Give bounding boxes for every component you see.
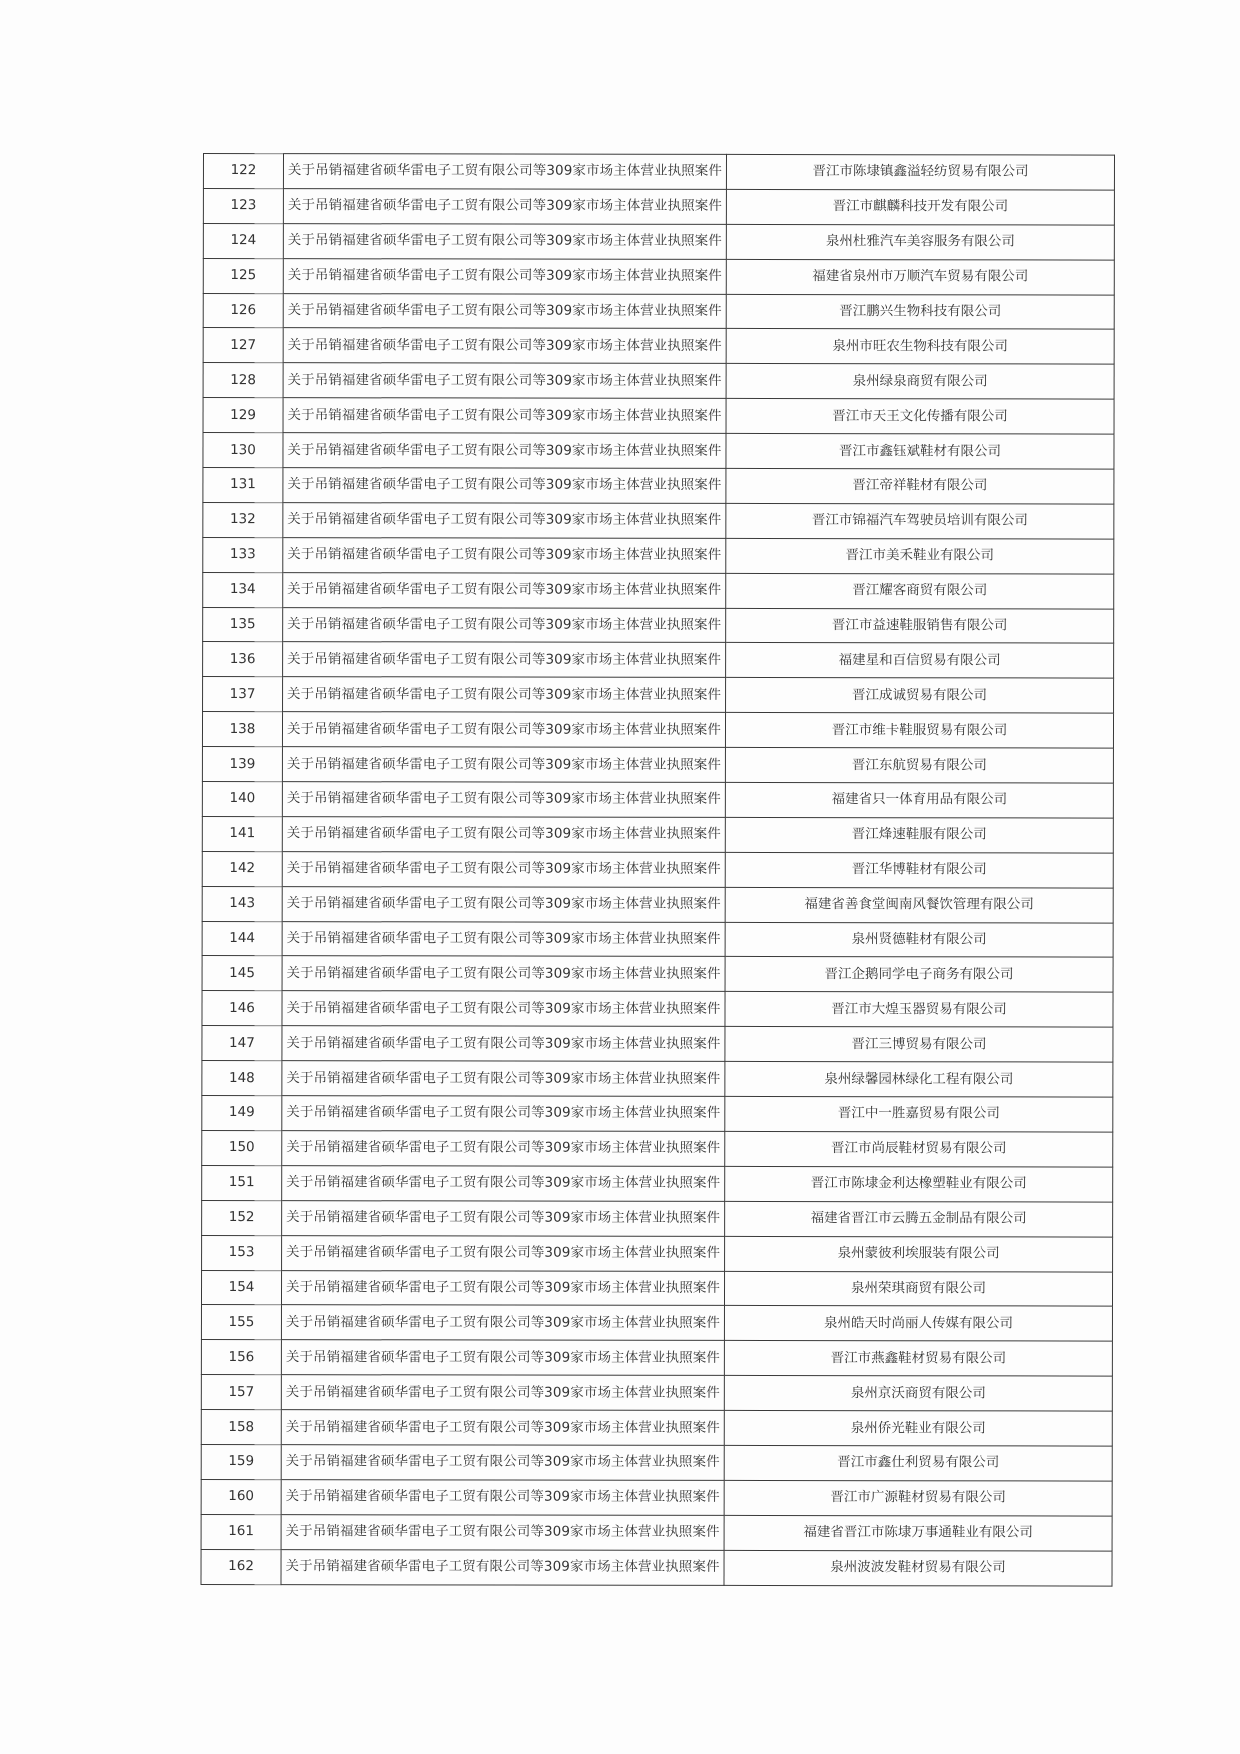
case-name-cell: 关于吊销福建省硕华雷电子工贸有限公司等309家市场主体营业执照案件 xyxy=(283,293,726,329)
row-number-cell: 151 xyxy=(202,1165,282,1200)
table-row xyxy=(202,956,1113,992)
case-name-cell: 关于吊销福建省硕华雷电子工贸有限公司等309家市场主体营业执照案件 xyxy=(283,468,726,504)
case-name-cell: 关于吊销福建省硕华雷电子工贸有限公司等309家市场主体营业执照案件 xyxy=(282,817,725,853)
entity-name-cell: 晋江市鑫仕利贸易有限公司 xyxy=(724,1445,1112,1481)
row-number-cell: 153 xyxy=(202,1235,282,1270)
entity-name-cell: 晋江企鹅同学电子商务有限公司 xyxy=(725,957,1113,993)
table-row xyxy=(203,642,1114,678)
case-name-cell: 关于吊销福建省硕华雷电子工贸有限公司等309家市场主体营业执照案件 xyxy=(281,1445,724,1481)
case-name-cell: 关于吊销福建省硕华雷电子工贸有限公司等309家市场主体营业执照案件 xyxy=(282,782,725,818)
entity-name-cell: 晋江市天王文化传播有限公司 xyxy=(726,399,1114,435)
case-name-cell: 关于吊销福建省硕华雷电子工贸有限公司等309家市场主体营业执照案件 xyxy=(282,991,725,1027)
row-number-cell: 160 xyxy=(201,1479,281,1514)
row-number-cell: 154 xyxy=(201,1270,281,1305)
table-row xyxy=(203,258,1114,294)
case-name-cell: 关于吊销福建省硕华雷电子工贸有限公司等309家市场主体营业执照案件 xyxy=(283,398,726,434)
table-row xyxy=(201,1270,1112,1306)
row-number-cell: 133 xyxy=(203,537,283,572)
table-row xyxy=(202,1130,1113,1166)
entity-name-cell: 晋江中一胜嘉贸易有限公司 xyxy=(725,1096,1113,1132)
table-row xyxy=(202,816,1113,852)
entity-name-cell: 泉州侨光鞋业有限公司 xyxy=(724,1410,1112,1446)
row-number-cell: 143 xyxy=(202,886,282,921)
entity-name-cell: 晋江耀客商贸有限公司 xyxy=(726,573,1114,609)
entity-name-cell: 泉州荣琪商贸有限公司 xyxy=(724,1271,1112,1307)
row-number-cell: 138 xyxy=(202,712,282,747)
table-row xyxy=(203,468,1114,504)
table-row xyxy=(202,921,1113,957)
entity-name-cell: 福建省只一体育用品有限公司 xyxy=(725,782,1113,818)
table-row xyxy=(201,1549,1112,1585)
entity-name-cell: 晋江市燕鑫鞋材贸易有限公司 xyxy=(724,1341,1112,1377)
case-name-cell: 关于吊销福建省硕华雷电子工贸有限公司等309家市场主体营业执照案件 xyxy=(283,677,726,713)
row-number-cell: 161 xyxy=(201,1514,281,1549)
row-number-cell: 156 xyxy=(201,1340,281,1375)
table-row xyxy=(203,363,1114,399)
table-row xyxy=(202,1096,1113,1132)
row-number-cell: 159 xyxy=(201,1444,281,1479)
row-number-cell: 139 xyxy=(202,747,282,782)
case-name-cell: 关于吊销福建省硕华雷电子工贸有限公司等309家市场主体营业执照案件 xyxy=(283,503,726,539)
case-name-cell: 关于吊销福建省硕华雷电子工贸有限公司等309家市场主体营业执照案件 xyxy=(282,712,725,748)
row-number-cell: 126 xyxy=(203,293,283,328)
table-row xyxy=(203,223,1114,259)
entity-name-cell: 晋江市陈埭金利达橡塑鞋业有限公司 xyxy=(725,1166,1113,1202)
row-number-cell: 125 xyxy=(203,258,283,293)
entity-name-cell: 晋江烽速鞋服有限公司 xyxy=(725,817,1113,853)
table-row xyxy=(201,1479,1112,1515)
case-name-cell: 关于吊销福建省硕华雷电子工贸有限公司等309家市场主体营业执照案件 xyxy=(283,189,726,225)
case-name-cell: 关于吊销福建省硕华雷电子工贸有限公司等309家市场主体营业执照案件 xyxy=(283,607,726,643)
case-name-cell: 关于吊销福建省硕华雷电子工贸有限公司等309家市场主体营业执照案件 xyxy=(282,1061,725,1097)
row-number-cell: 129 xyxy=(203,398,283,433)
entity-name-cell: 泉州绿馨园林绿化工程有限公司 xyxy=(725,1062,1113,1098)
case-name-cell: 关于吊销福建省硕华雷电子工贸有限公司等309家市场主体营业执照案件 xyxy=(282,886,725,922)
row-number-cell: 130 xyxy=(203,433,283,468)
table-row xyxy=(203,154,1114,190)
case-name-cell: 关于吊销福建省硕华雷电子工贸有限公司等309家市场主体营业执照案件 xyxy=(283,572,726,608)
entity-name-cell: 泉州蒙彼利埃服装有限公司 xyxy=(725,1236,1113,1272)
case-name-cell: 关于吊销福建省硕华雷电子工贸有限公司等309家市场主体营业执照案件 xyxy=(283,154,726,190)
entity-name-cell: 泉州绿泉商贸有限公司 xyxy=(726,364,1114,400)
case-name-cell: 关于吊销福建省硕华雷电子工贸有限公司等309家市场主体营业执照案件 xyxy=(281,1410,724,1446)
row-number-cell: 135 xyxy=(203,607,283,642)
table-row xyxy=(203,537,1114,573)
entity-name-cell: 福建省善食堂闽南风餐饮管理有限公司 xyxy=(725,887,1113,923)
entity-name-cell: 晋江市益速鞋服销售有限公司 xyxy=(726,608,1114,644)
entity-name-cell: 晋江帝祥鞋材有限公司 xyxy=(726,468,1114,504)
table-row xyxy=(202,1235,1113,1271)
entity-name-cell: 晋江市麒麟科技开发有限公司 xyxy=(726,189,1114,225)
table-row xyxy=(202,1165,1113,1201)
table-row xyxy=(202,1200,1113,1236)
entity-name-cell: 晋江市尚辰鞋材贸易有限公司 xyxy=(725,1131,1113,1167)
row-number-cell: 155 xyxy=(201,1305,281,1340)
table-row xyxy=(201,1514,1112,1550)
entity-name-cell: 晋江市锦福汽车驾驶员培训有限公司 xyxy=(726,503,1114,539)
row-number-cell: 157 xyxy=(201,1375,281,1410)
entity-name-cell: 晋江鹏兴生物科技有限公司 xyxy=(726,294,1114,330)
table-row xyxy=(201,1340,1112,1376)
row-number-cell: 123 xyxy=(203,188,283,223)
table-row xyxy=(202,712,1113,748)
entity-name-cell: 晋江成诚贸易有限公司 xyxy=(726,678,1114,714)
table-row xyxy=(201,1375,1112,1411)
row-number-cell: 145 xyxy=(202,956,282,991)
case-name-cell: 关于吊销福建省硕华雷电子工贸有限公司等309家市场主体营业执照案件 xyxy=(281,1340,724,1376)
case-name-cell: 关于吊销福建省硕华雷电子工贸有限公司等309家市场主体营业执照案件 xyxy=(283,223,726,259)
case-name-cell: 关于吊销福建省硕华雷电子工贸有限公司等309家市场主体营业执照案件 xyxy=(282,1026,725,1062)
case-name-cell: 关于吊销福建省硕华雷电子工贸有限公司等309家市场主体营业执照案件 xyxy=(282,956,725,992)
case-name-cell: 关于吊销福建省硕华雷电子工贸有限公司等309家市场主体营业执照案件 xyxy=(282,851,725,887)
case-name-cell: 关于吊销福建省硕华雷电子工贸有限公司等309家市场主体营业执照案件 xyxy=(281,1270,724,1306)
table-row xyxy=(202,851,1113,887)
table-row xyxy=(202,782,1113,818)
case-name-cell: 关于吊销福建省硕华雷电子工贸有限公司等309家市场主体营业执照案件 xyxy=(283,642,726,678)
row-number-cell: 136 xyxy=(203,642,283,677)
entity-name-cell: 晋江市鑫钰斌鞋材有限公司 xyxy=(726,434,1114,470)
case-name-cell: 关于吊销福建省硕华雷电子工贸有限公司等309家市场主体营业执照案件 xyxy=(281,1479,724,1515)
row-number-cell: 146 xyxy=(202,991,282,1026)
row-number-cell: 162 xyxy=(201,1549,281,1584)
case-name-cell: 关于吊销福建省硕华雷电子工贸有限公司等309家市场主体营业执照案件 xyxy=(282,1131,725,1167)
entity-name-cell: 泉州贤德鞋材有限公司 xyxy=(725,922,1113,958)
table-row xyxy=(203,572,1114,608)
case-name-cell: 关于吊销福建省硕华雷电子工贸有限公司等309家市场主体营业执照案件 xyxy=(281,1305,724,1341)
table-row xyxy=(203,398,1114,434)
case-name-cell: 关于吊销福建省硕华雷电子工贸有限公司等309家市场主体营业执照案件 xyxy=(281,1549,724,1585)
row-number-cell: 142 xyxy=(202,851,282,886)
entity-name-cell: 晋江市美禾鞋业有限公司 xyxy=(726,538,1114,574)
entity-name-cell: 泉州杜雅汽车美容服务有限公司 xyxy=(726,224,1114,260)
table-row xyxy=(201,1305,1112,1341)
entity-name-cell: 晋江华博鞋材有限公司 xyxy=(725,852,1113,888)
table-row xyxy=(203,188,1114,224)
entity-name-cell: 泉州波波发鞋材贸易有限公司 xyxy=(724,1550,1112,1586)
row-number-cell: 140 xyxy=(202,782,282,817)
entity-name-cell: 晋江市广源鞋材贸易有限公司 xyxy=(724,1480,1112,1516)
entity-name-cell: 晋江市陈埭镇鑫溢轻纺贸易有限公司 xyxy=(726,154,1114,190)
row-number-cell: 124 xyxy=(203,223,283,258)
row-number-cell: 152 xyxy=(202,1200,282,1235)
entity-name-cell: 晋江市大煌玉器贸易有限公司 xyxy=(725,992,1113,1028)
table-row xyxy=(202,1061,1113,1097)
row-number-cell: 148 xyxy=(202,1061,282,1096)
case-name-cell: 关于吊销福建省硕华雷电子工贸有限公司等309家市场主体营业执照案件 xyxy=(282,1165,725,1201)
row-number-cell: 147 xyxy=(202,1026,282,1061)
case-table xyxy=(201,153,1115,1586)
case-name-cell: 关于吊销福建省硕华雷电子工贸有限公司等309家市场主体营业执照案件 xyxy=(283,433,726,469)
table-row xyxy=(203,607,1114,643)
table-row xyxy=(203,293,1114,329)
row-number-cell: 122 xyxy=(203,154,283,189)
entity-name-cell: 泉州京沃商贸有限公司 xyxy=(724,1376,1112,1412)
table-row xyxy=(202,886,1113,922)
row-number-cell: 127 xyxy=(203,328,283,363)
entity-name-cell: 福建省泉州市万顺汽车贸易有限公司 xyxy=(726,259,1114,295)
case-name-cell: 关于吊销福建省硕华雷电子工贸有限公司等309家市场主体营业执照案件 xyxy=(283,363,726,399)
case-name-cell: 关于吊销福建省硕华雷电子工贸有限公司等309家市场主体营业执照案件 xyxy=(282,1096,725,1132)
entity-name-cell: 晋江东航贸易有限公司 xyxy=(725,748,1113,784)
table-row xyxy=(203,328,1114,364)
case-name-cell: 关于吊销福建省硕华雷电子工贸有限公司等309家市场主体营业执照案件 xyxy=(283,328,726,364)
entity-name-cell: 晋江市维卡鞋服贸易有限公司 xyxy=(725,713,1113,749)
row-number-cell: 134 xyxy=(203,572,283,607)
row-number-cell: 144 xyxy=(202,921,282,956)
table-row xyxy=(202,1026,1113,1062)
case-name-cell: 关于吊销福建省硕华雷电子工贸有限公司等309家市场主体营业执照案件 xyxy=(281,1375,724,1411)
case-name-cell: 关于吊销福建省硕华雷电子工贸有限公司等309家市场主体营业执照案件 xyxy=(283,537,726,573)
case-name-cell: 关于吊销福建省硕华雷电子工贸有限公司等309家市场主体营业执照案件 xyxy=(282,921,725,957)
case-name-cell: 关于吊销福建省硕华雷电子工贸有限公司等309家市场主体营业执照案件 xyxy=(282,747,725,783)
case-name-cell: 关于吊销福建省硕华雷电子工贸有限公司等309家市场主体营业执照案件 xyxy=(283,258,726,294)
entity-name-cell: 晋江三博贸易有限公司 xyxy=(725,1027,1113,1063)
row-number-cell: 150 xyxy=(202,1130,282,1165)
entity-name-cell: 泉州市旺农生物科技有限公司 xyxy=(726,329,1114,365)
row-number-cell: 141 xyxy=(202,816,282,851)
entity-name-cell: 福建省晋江市陈埭万事通鞋业有限公司 xyxy=(724,1515,1112,1551)
case-name-cell: 关于吊销福建省硕华雷电子工贸有限公司等309家市场主体营业执照案件 xyxy=(281,1514,724,1550)
entity-name-cell: 泉州皓天时尚丽人传媒有限公司 xyxy=(724,1306,1112,1342)
row-number-cell: 158 xyxy=(201,1410,281,1445)
row-number-cell: 137 xyxy=(203,677,283,712)
case-name-cell: 关于吊销福建省硕华雷电子工贸有限公司等309家市场主体营业执照案件 xyxy=(282,1235,725,1271)
row-number-cell: 132 xyxy=(203,502,283,537)
table-row xyxy=(203,502,1114,538)
table-row xyxy=(202,991,1113,1027)
row-number-cell: 128 xyxy=(203,363,283,398)
table-row xyxy=(201,1410,1112,1446)
table-row xyxy=(203,433,1114,469)
case-table-body xyxy=(201,154,1114,1586)
table-row xyxy=(203,677,1114,713)
case-name-cell: 关于吊销福建省硕华雷电子工贸有限公司等309家市场主体营业执照案件 xyxy=(282,1200,725,1236)
entity-name-cell: 福建省晋江市云腾五金制品有限公司 xyxy=(725,1201,1113,1237)
table-row xyxy=(201,1444,1112,1480)
row-number-cell: 149 xyxy=(202,1096,282,1131)
entity-name-cell: 福建星和百信贸易有限公司 xyxy=(726,643,1114,679)
row-number-cell: 131 xyxy=(203,468,283,503)
table-row xyxy=(202,747,1113,783)
